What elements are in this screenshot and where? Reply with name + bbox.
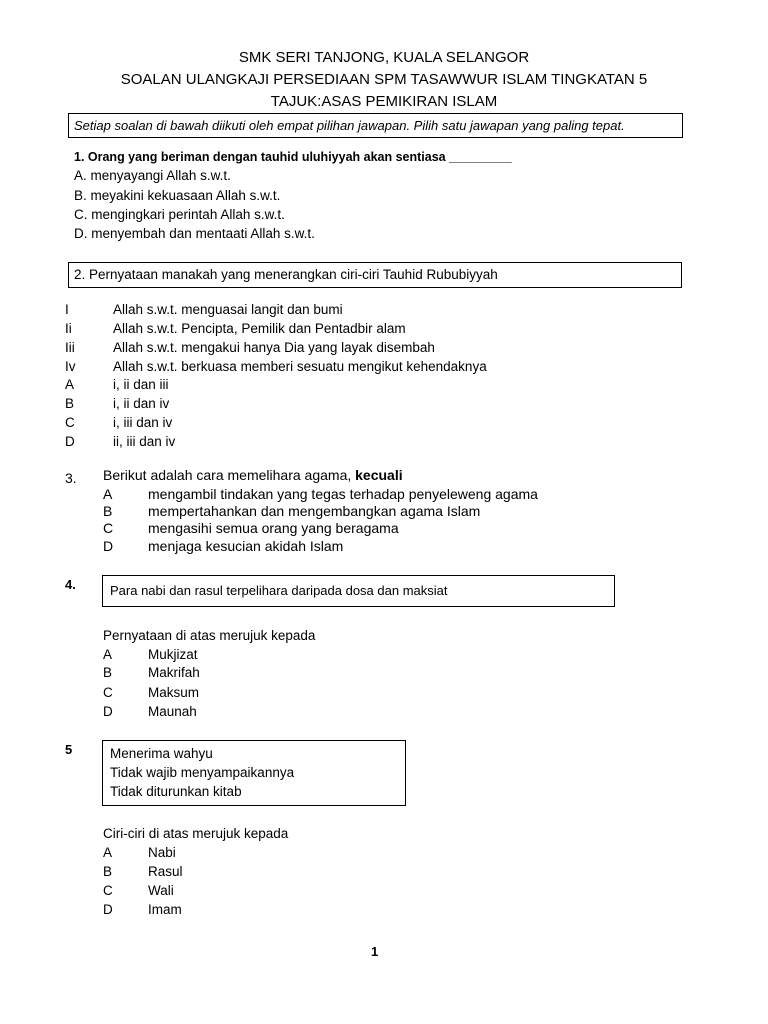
q1-option-d: D. menyembah dan mentaati Allah s.w.t.: [74, 226, 315, 241]
q4-number: 4.: [65, 577, 76, 592]
q2-stem-box: [68, 262, 682, 288]
q3-option-label: C: [103, 520, 114, 536]
q2-option-label: B: [65, 396, 75, 411]
q2-item-label: Iv: [65, 359, 76, 374]
q4-option-label: C: [103, 685, 113, 700]
q4-statement: Para nabi dan rasul terpelihara daripada dosa dan maksiat: [110, 583, 448, 598]
q4-option-label: A: [103, 647, 113, 662]
q3-number: 3.: [65, 470, 77, 486]
q4-option-text: Mukjizat: [148, 647, 198, 662]
q2-item-text: Allah s.w.t. menguasai langit dan bumi: [113, 302, 343, 317]
q2-item-label: Ii: [65, 321, 72, 336]
q4-option-label: D: [103, 704, 113, 719]
q3-option-text: mengasihi semua orang yang beragama: [148, 520, 399, 536]
q3-stem-emphasis: kecuali: [355, 467, 403, 483]
instruction-text: Setiap soalan di bawah diikuti oleh empat pilihan jawapan. Pilih satu jawapan yang paling tepat.: [74, 118, 625, 133]
q4-option-text: Makrifah: [148, 665, 200, 680]
q5-box-line: Menerima wahyu: [110, 746, 213, 761]
q1-option-a: A. menyayangi Allah s.w.t.: [74, 168, 231, 183]
q2-item-text: Allah s.w.t. mengakui hanya Dia yang layak disembah: [113, 340, 435, 355]
q2-option-label: A: [65, 377, 75, 392]
q3-option-label: D: [103, 538, 114, 554]
q5-box-line: Tidak wajib menyampaikannya: [110, 765, 295, 780]
q3-option-label: B: [103, 503, 113, 519]
q3-option-text: mempertahankan dan mengembangkan agama Islam: [148, 503, 481, 519]
q5-stem: Ciri-ciri di atas merujuk kepada: [103, 826, 289, 841]
q4-statement-box: [102, 575, 615, 607]
q4-option-text: Maunah: [148, 704, 197, 719]
q5-characteristics-box: [102, 740, 406, 806]
q5-number: 5: [65, 742, 73, 757]
q3-option-label: A: [103, 486, 113, 502]
q1-stem: 1. Orang yang beriman dengan tauhid uluhiyyah akan sentiasa _________: [74, 150, 512, 164]
q5-option-label: C: [103, 883, 113, 898]
q5-option-text: Nabi: [148, 845, 176, 860]
q2-option-text: i, iii dan iv: [113, 415, 173, 430]
page-number: 1: [371, 944, 379, 959]
q5-option-text: Imam: [148, 902, 182, 917]
instruction-box: [68, 113, 683, 138]
q1-option-b: B. meyakini kekuasaan Allah s.w.t.: [74, 188, 281, 203]
q2-item-text: Allah s.w.t. berkuasa memberi sesuatu mengikut kehendaknya: [113, 359, 487, 374]
q3-stem: [103, 467, 403, 483]
q2-option-text: ii, iii dan iv: [113, 434, 176, 449]
q2-stem: 2. Pernyataan manakah yang menerangkan ciri-ciri Tauhid Rububiyyah: [74, 267, 498, 282]
q4-stem: Pernyataan di atas merujuk kepada: [103, 628, 316, 643]
q2-option-text: i, ii dan iv: [113, 396, 170, 411]
q3-option-text: mengambil tindakan yang tegas terhadap penyeleweng agama: [148, 486, 538, 502]
q4-option-label: B: [103, 665, 113, 680]
school-name: SMK SERI TANJONG, KUALA SELANGOR: [238, 49, 530, 66]
q3-stem-text: Berikut adalah cara memelihara agama,: [103, 467, 356, 483]
q5-option-text: Wali: [148, 883, 174, 898]
q2-option-text: i, ii dan iii: [113, 377, 169, 392]
q5-option-label: B: [103, 864, 113, 879]
q5-box-line: Tidak diturunkan kitab: [110, 784, 242, 799]
q5-option-label: A: [103, 845, 113, 860]
q3-option-text: menjaga kesucian akidah Islam: [148, 538, 344, 554]
q2-option-label: D: [65, 434, 75, 449]
q2-item-text: Allah s.w.t. Pencipta, Pemilik dan Pentadbir alam: [113, 321, 406, 336]
topic-title: TAJUK:ASAS PEMIKIRAN ISLAM: [270, 93, 498, 110]
q2-option-label: C: [65, 415, 75, 430]
q2-item-label: I: [65, 302, 69, 317]
q5-option-label: D: [103, 902, 113, 917]
exam-title: SOALAN ULANGKAJI PERSEDIAAN SPM TASAWWUR ISLAM TINGKATAN 5: [120, 71, 648, 88]
q1-option-c: C. mengingkari perintah Allah s.w.t.: [74, 207, 285, 222]
q4-option-text: Maksum: [148, 685, 200, 700]
q5-option-text: Rasul: [148, 864, 183, 879]
q2-item-label: Iii: [65, 340, 75, 355]
